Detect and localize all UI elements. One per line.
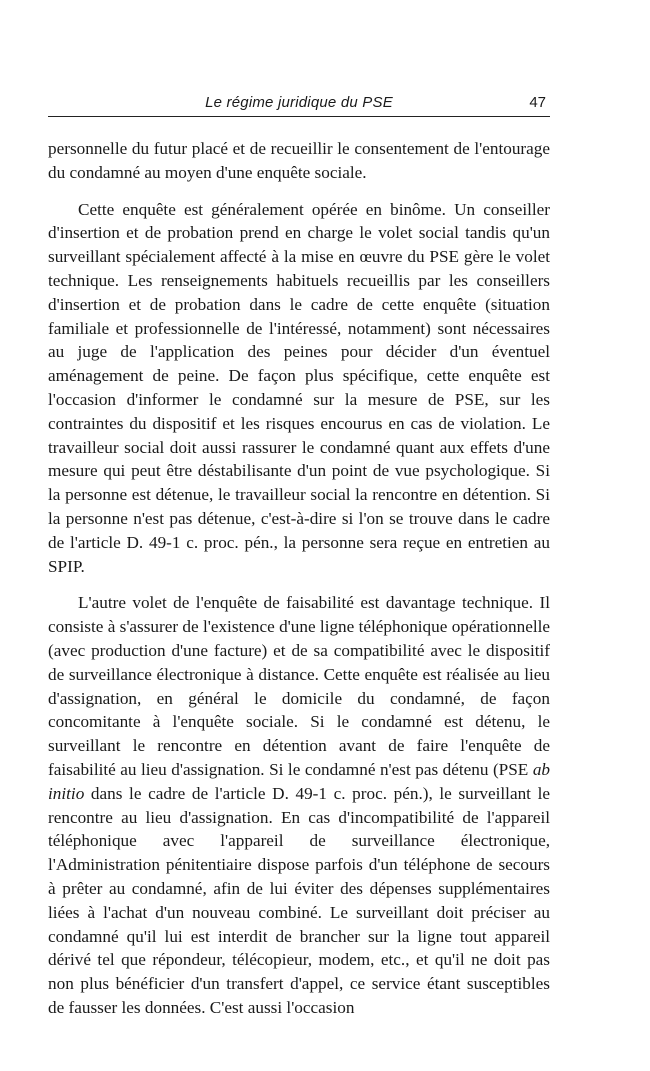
book-page (48, 92, 550, 1033)
paragraph-continuation: personnelle du futur placé et de recueillir le consentement de l'entourage du condamné au moyen d'une enquête sociale. (48, 139, 550, 182)
running-title: Le régime juridique du PSE (205, 94, 393, 111)
paragraph-text-after-italic: dans le cadre de l'article D. 49-1 c. proc. pén.), le surveillant le rencontre au lieu d'assignation. En cas d'incompatibilité de l'appareil téléphonique avec l'appareil de surveillance électronique, l'Administration pénitentiaire dispose parfois d'un téléphone de secours à prêter au condamné, afin de lui éviter des dépenses supplémentaires liées à l'achat d'un nouveau combiné. Le surveillant doit préciser au condamné qu'il lui est interdit de brancher sur la ligne tout appareil dérivé tel que répondeur, télécopieur, modem, etc., et qu'il ne doit pas non plus bénéficier d'un transfert d'appel, ce service étant susceptibles de fausser les données. C'est aussi l'occasion (48, 783, 550, 1017)
paragraph-technical-inquiry (48, 591, 550, 1019)
body-text (48, 137, 550, 1020)
italic-term: ab initio (48, 759, 550, 803)
page-number: 47 (529, 94, 546, 111)
paragraph-text-before-italic: L'autre volet de l'enquête de faisabilité est davantage technique. Il consiste à s'assurer de l'existence d'une ligne téléphonique opérationnelle (avec production d'une facture) et de sa compatibilité avec le dispositif de surveillance électronique à distance. Cette enquête est réalisée au lieu d'assignation, en général le domicile du condamné, de façon concomitante à l'enquête sociale. Si le condamné est détenu, le surveillant le rencontre en détention avant de faire l'enquête de faisabilité au lieu d'assignation. Si le condamné n'est pas détenu (PSE (48, 593, 550, 779)
page-header (48, 92, 550, 117)
paragraph-social-inquiry: Cette enquête est généralement opérée en binôme. Un conseiller d'insertion et de probation prend en charge le volet social tandis qu'un surveillant spécialement affecté à la mise en œuvre du PSE gère le volet technique. Les renseignements habituels recueillis par les conseillers d'insertion et de probation dans le cadre de cette enquête (situation familiale et professionnelle de l'intéressé, notamment) sont nécessaires au juge de l'application des peines pour décider d'un éventuel aménagement de peine. De façon plus spécifique, cette enquête est l'occasion d'informer le condamné sur la mesure de PSE, sur les contraintes du dispositif et les risques encourus en cas de violation. Le travailleur social doit aussi rassurer le condamné quant aux effets d'une mesure qui peut être déstabilisante d'un point de vue psychologique. Si la personne est détenue, le travailleur social la rencontre en détention. Si la personne n'est pas détenue, c'est-à-dire si l'on se trouve dans le cadre de l'article D. 49-1 c. proc. pén., la personne sera reçue en entretien au SPIP. (48, 199, 550, 576)
